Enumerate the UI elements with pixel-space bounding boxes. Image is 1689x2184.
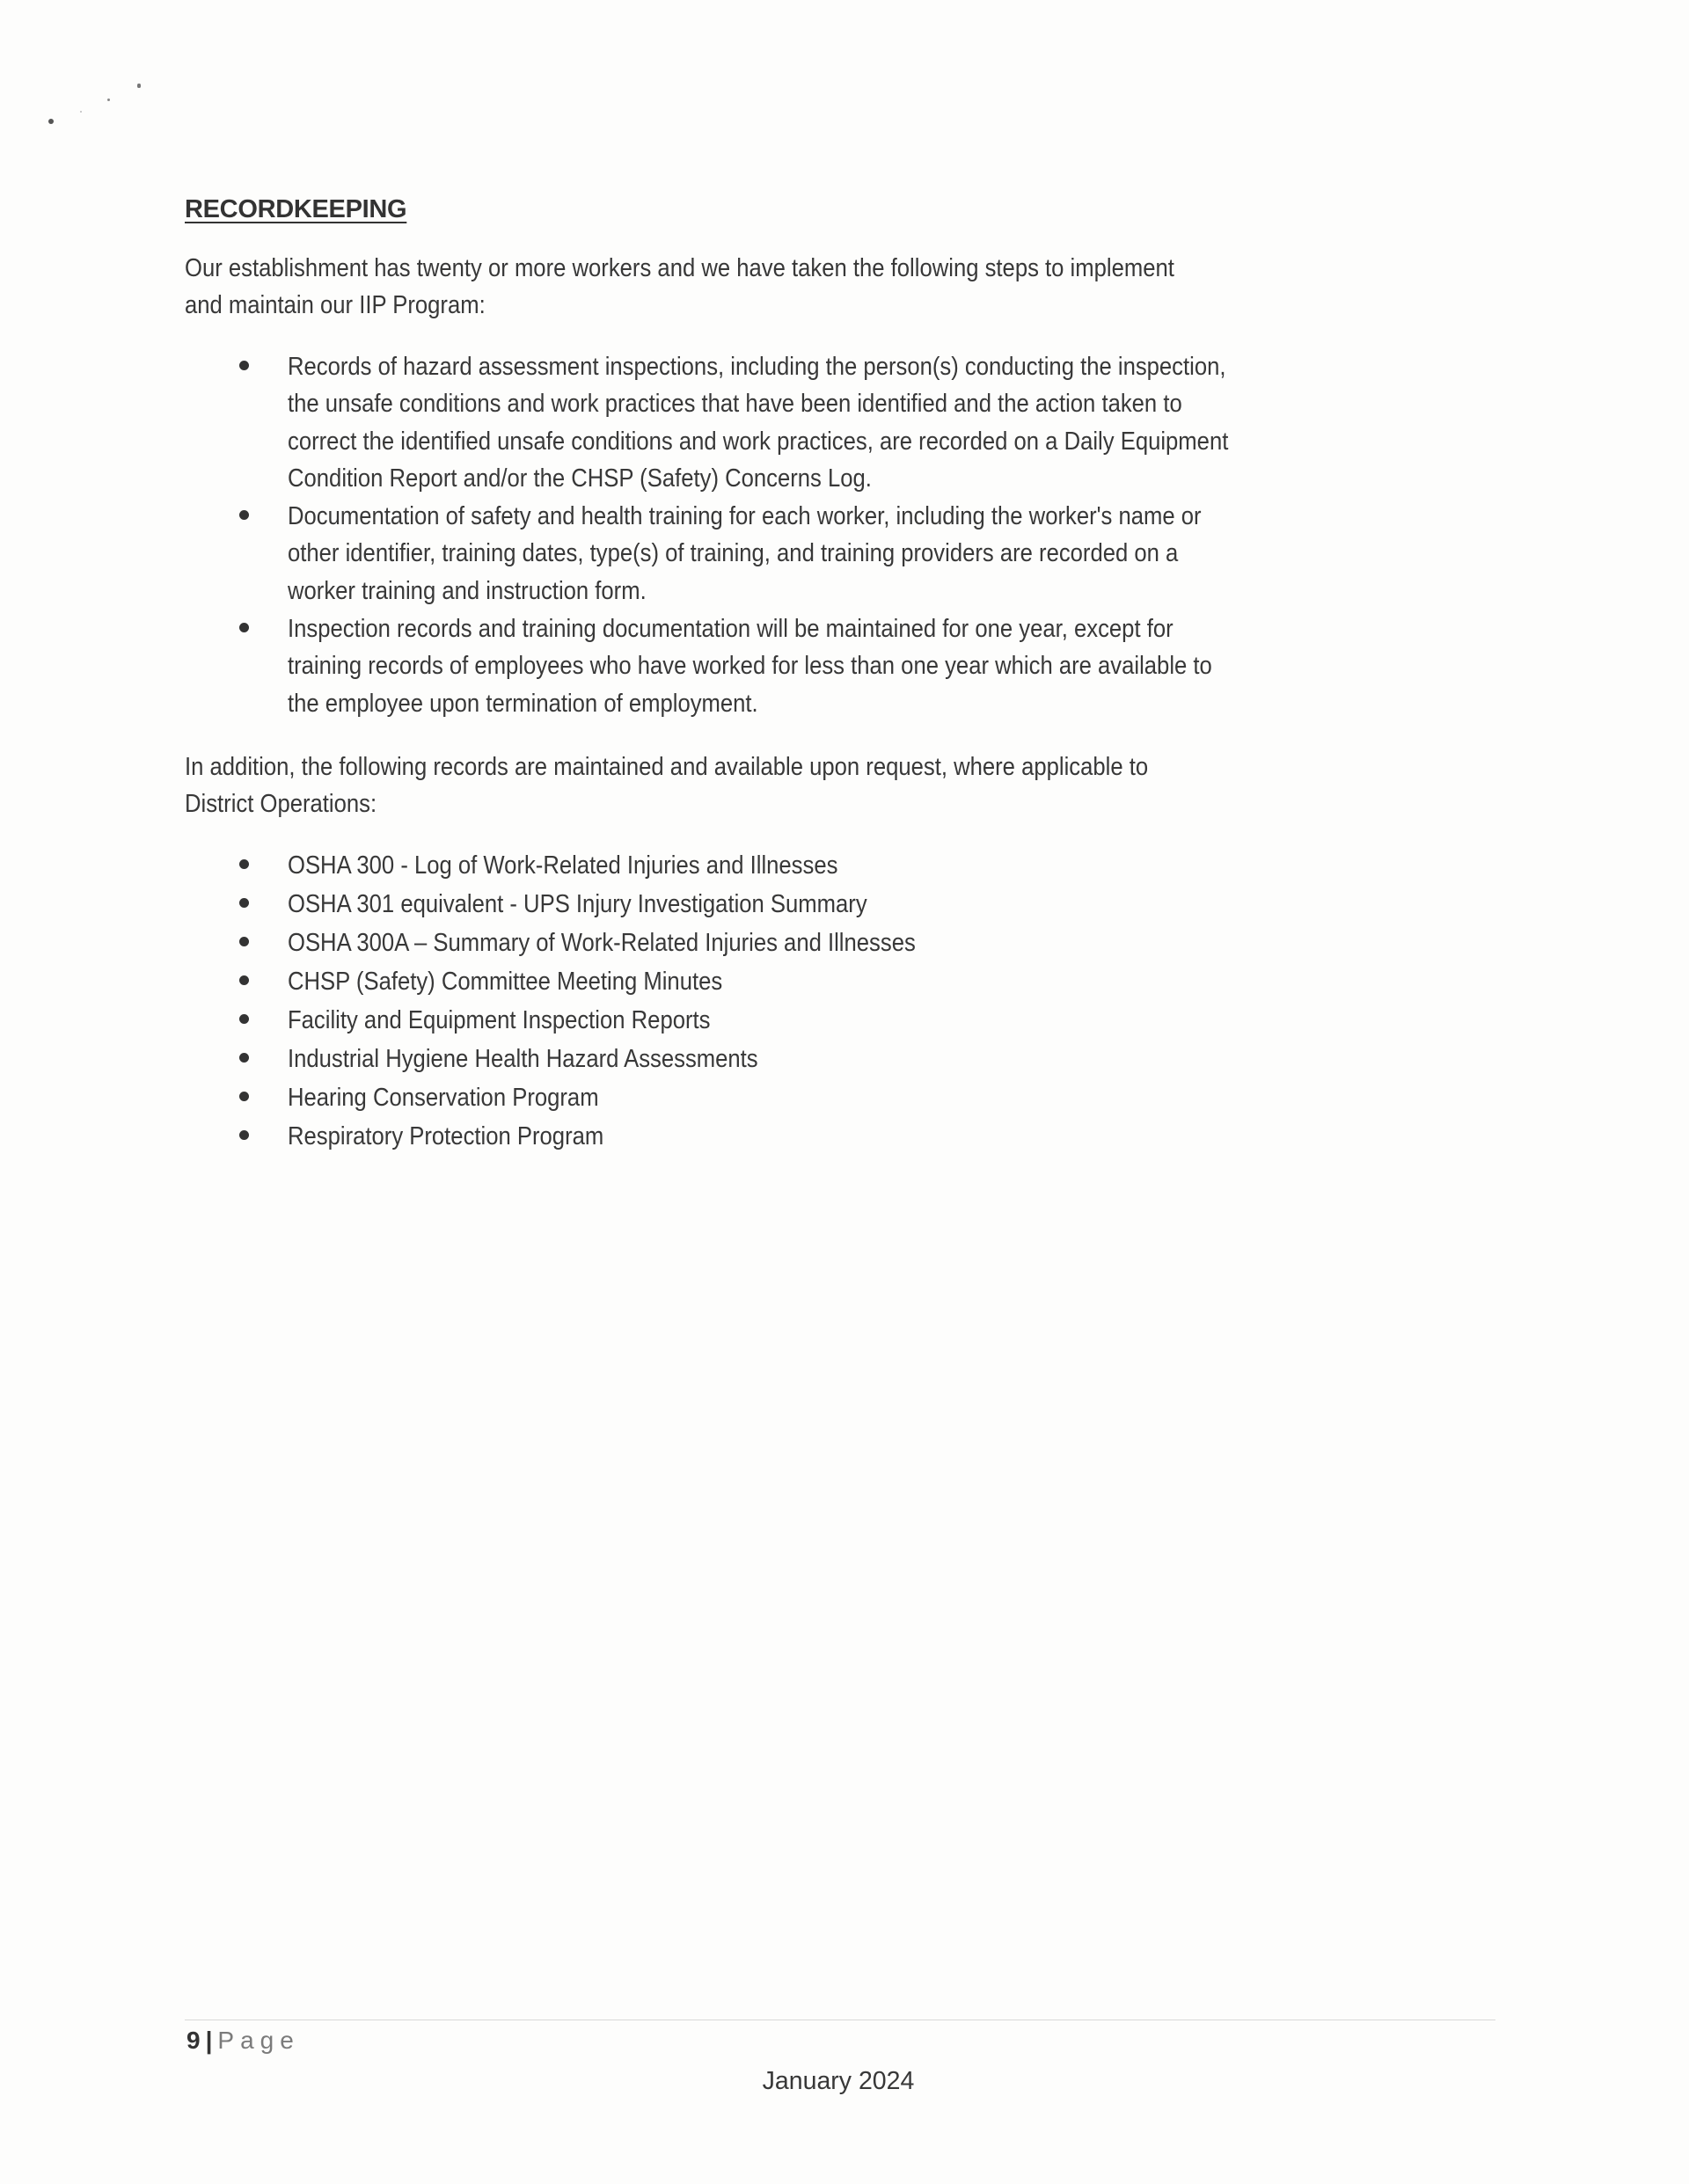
list-item-line: worker training and instruction form. <box>288 577 647 605</box>
page-number-separator: | <box>205 2027 213 2054</box>
list-item-line: OSHA 300 - Log of Work-Related Injuries and Illnesses <box>288 851 838 880</box>
scan-speck <box>107 99 110 101</box>
page-number <box>186 2028 300 2053</box>
list-item-line: Industrial Hygiene Health Hazard Assessments <box>288 1045 758 1073</box>
bullet-icon <box>239 937 249 946</box>
list-item-line: OSHA 300A – Summary of Work-Related Injuries and Illnesses <box>288 929 916 957</box>
list-item-line: the unsafe conditions and work practices that have been identified and the action taken to <box>288 390 1182 418</box>
scan-speck <box>80 111 82 113</box>
list-item-line: Documentation of safety and health training for each worker, including the worker's name or <box>288 502 1202 530</box>
scan-speck <box>48 119 54 124</box>
list-item-line: OSHA 301 equivalent - UPS Injury Investigation Summary <box>288 890 867 918</box>
bullet-icon <box>239 975 249 985</box>
list-item-line: Records of hazard assessment inspections, including the person(s) conducting the inspection, <box>288 353 1226 381</box>
footer-date: January 2024 <box>762 2067 915 2095</box>
bullet-icon <box>239 1053 249 1063</box>
bullet-icon <box>239 898 249 908</box>
list-item-line: Condition Report and/or the CHSP (Safety) Concerns Log. <box>288 464 872 493</box>
paragraph-line: Our establishment has twenty or more workers and we have taken the following steps to implement <box>185 254 1174 282</box>
bullet-icon <box>239 1014 249 1024</box>
paragraph-line: District Operations: <box>185 790 377 818</box>
bullet-icon <box>239 1092 249 1101</box>
list-item-line: Inspection records and training documentation will be maintained for one year, except for <box>288 615 1174 643</box>
bullet-icon <box>239 510 249 520</box>
paragraph-line: In addition, the following records are maintained and available upon request, where applicable to <box>185 753 1149 781</box>
scan-speck <box>137 84 141 88</box>
page-number-value: 9 <box>186 2027 201 2054</box>
list-item-line: Hearing Conservation Program <box>288 1084 599 1112</box>
bullet-icon <box>239 623 249 632</box>
paragraph-line: and maintain our IIP Program: <box>185 291 486 319</box>
list-item-line: Facility and Equipment Inspection Reports <box>288 1006 711 1034</box>
section-heading: RECORDKEEPING <box>185 195 407 223</box>
bullet-icon <box>239 859 249 869</box>
list-item-line: training records of employees who have worked for less than one year which are available to <box>288 652 1212 680</box>
list-item-line: other identifier, training dates, type(s) of training, and training providers are recorded on a <box>288 539 1179 567</box>
page-label: Page <box>217 2027 300 2054</box>
bullet-icon <box>239 361 249 370</box>
list-item-line: the employee upon termination of employment. <box>288 690 758 718</box>
list-item-line: Respiratory Protection Program <box>288 1122 604 1150</box>
bullet-icon <box>239 1130 249 1140</box>
list-item-line: CHSP (Safety) Committee Meeting Minutes <box>288 968 723 996</box>
list-item-line: correct the identified unsafe conditions and work practices, are recorded on a Daily Equipment <box>288 427 1229 456</box>
